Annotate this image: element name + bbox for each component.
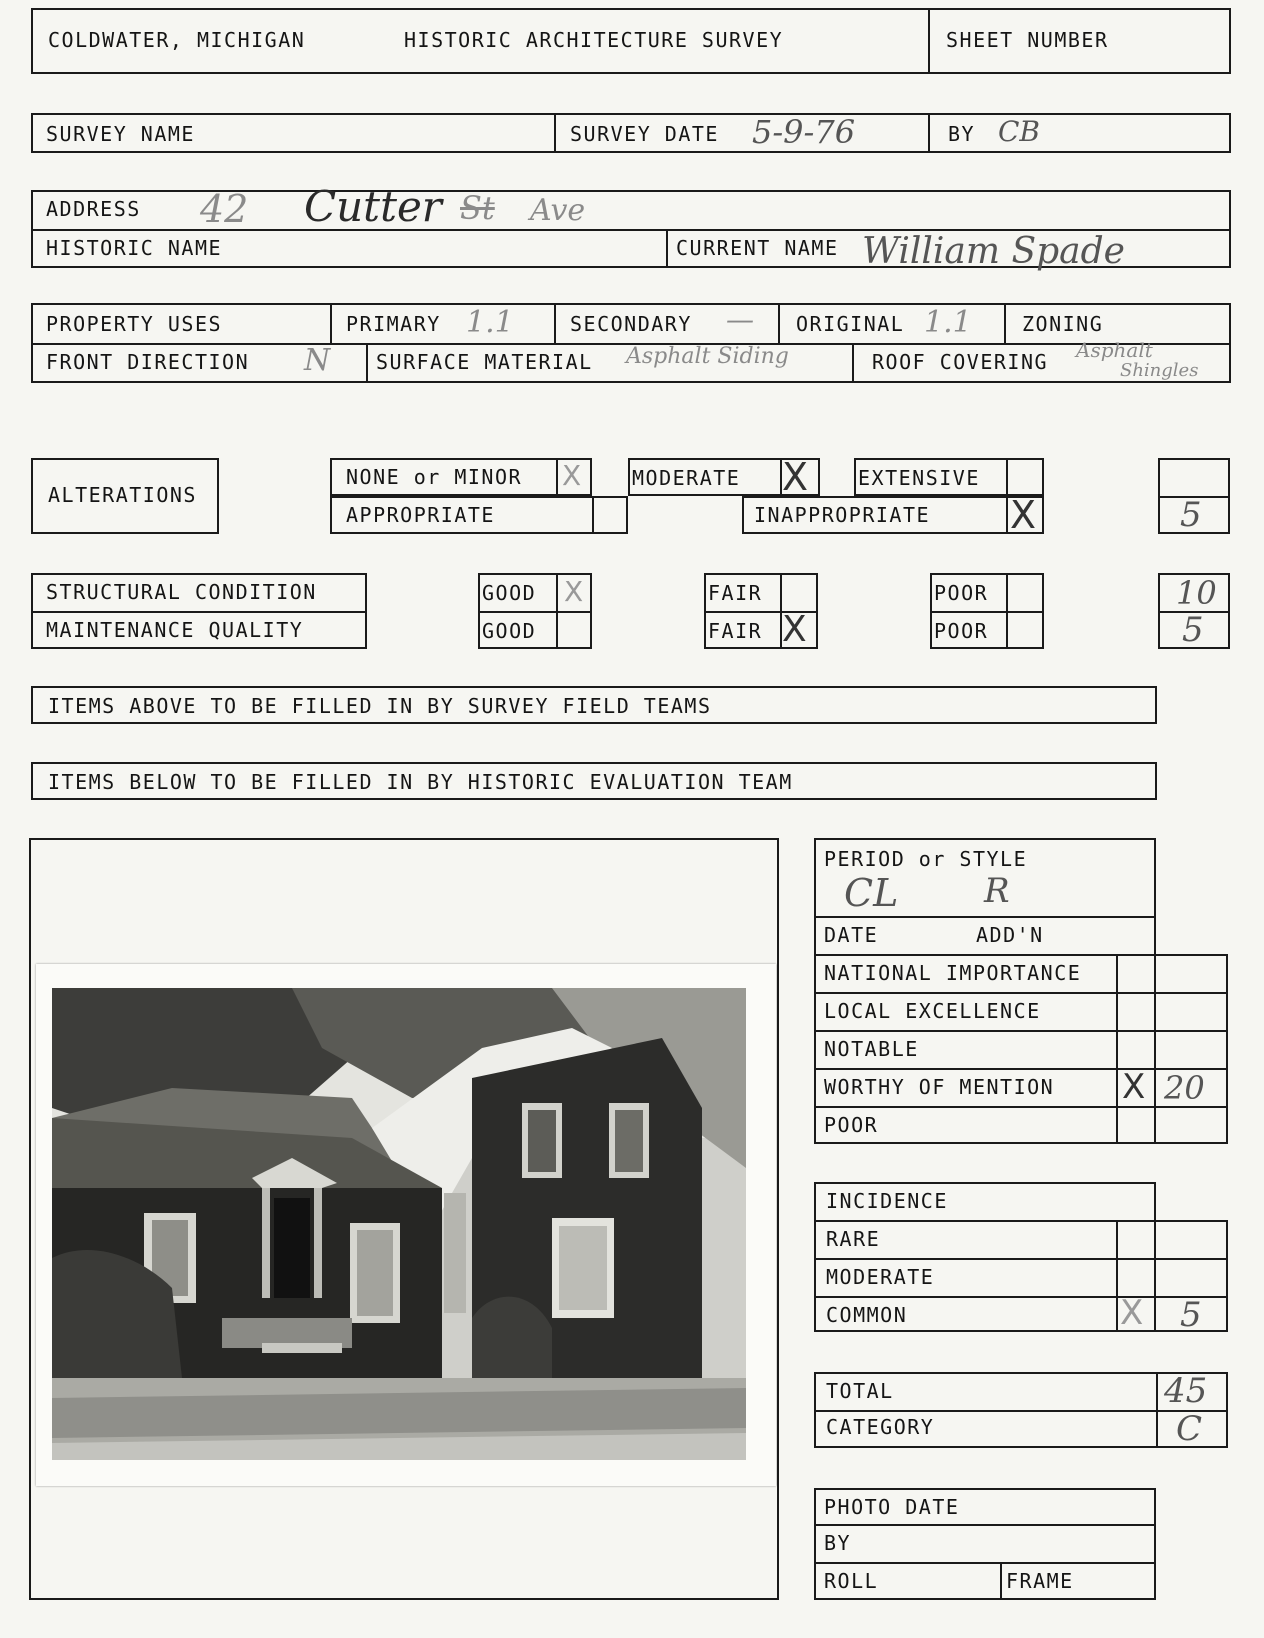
- secondary-label: SECONDARY: [570, 312, 692, 336]
- survey-by-label: BY: [948, 122, 976, 146]
- maintenance-poor-label: POOR: [934, 619, 989, 643]
- primary-value: 1.1: [466, 305, 514, 340]
- category-label: CATEGORY: [826, 1415, 935, 1439]
- period-value-1: CL: [844, 871, 899, 915]
- property-uses-label: PROPERTY USES: [46, 312, 223, 336]
- original-label: ORIGINAL: [796, 312, 905, 336]
- current-name-value: William Spade: [862, 231, 1125, 272]
- alterations-score: 5: [1180, 495, 1202, 535]
- structural-good-check: X: [564, 575, 584, 608]
- photo-date-label: PHOTO DATE: [824, 1495, 960, 1519]
- roof-covering-value-1: Asphalt: [1076, 338, 1153, 362]
- address-struck: St: [460, 189, 495, 227]
- inappropriate-check: X: [1010, 493, 1037, 537]
- form-title: HISTORIC ARCHITECTURE SURVEY: [404, 28, 784, 52]
- primary-label: PRIMARY: [346, 312, 441, 336]
- common-score: 5: [1180, 1295, 1202, 1335]
- common-check: X: [1120, 1293, 1144, 1333]
- total-label: TOTAL: [826, 1379, 894, 1403]
- sheet-number-label: SHEET NUMBER: [946, 28, 1109, 52]
- front-direction-label: FRONT DIRECTION: [46, 350, 250, 374]
- house-photograph: [52, 988, 746, 1460]
- moderate-label: MODERATE: [632, 466, 741, 490]
- evaluation-poor-label: POOR: [824, 1113, 879, 1137]
- address-suffix: Ave: [530, 193, 586, 228]
- alterations-label: ALTERATIONS: [48, 483, 197, 507]
- category-value: C: [1176, 1409, 1203, 1449]
- rare-label: RARE: [826, 1227, 881, 1251]
- address-street: Cutter: [304, 182, 442, 231]
- maintenance-score: 5: [1182, 610, 1204, 650]
- structural-score: 10: [1176, 574, 1217, 612]
- total-value: 45: [1164, 1371, 1208, 1411]
- notable-label: NOTABLE: [824, 1037, 919, 1061]
- survey-by-value: CB: [998, 115, 1040, 148]
- city-label: COLDWATER, MICHIGAN: [48, 28, 306, 52]
- roof-covering-value-2: Shingles: [1120, 360, 1199, 381]
- structural-fair-label: FAIR: [708, 581, 763, 605]
- none-minor-check: X: [562, 459, 582, 492]
- date-label: DATE: [824, 923, 879, 947]
- incidence-label: INCIDENCE: [826, 1189, 948, 1213]
- local-excellence-label: LOCAL EXCELLENCE: [824, 999, 1041, 1023]
- addn-label: ADD'N: [976, 923, 1044, 947]
- surface-material-value: Asphalt Siding: [626, 344, 789, 369]
- appropriate-label: APPROPRIATE: [346, 503, 495, 527]
- items-below-text: ITEMS BELOW TO BE FILLED IN BY HISTORIC EVALUATION TEAM: [48, 770, 793, 794]
- frame-label: FRAME: [1006, 1569, 1074, 1593]
- current-name-label: CURRENT NAME: [676, 236, 839, 260]
- structural-good-label: GOOD: [482, 581, 537, 605]
- secondary-value: —: [726, 303, 754, 336]
- original-value: 1.1: [924, 305, 972, 340]
- maintenance-fair-label: FAIR: [708, 619, 763, 643]
- maintenance-good-label: GOOD: [482, 619, 537, 643]
- roof-covering-label: ROOF COVERING: [872, 350, 1049, 374]
- period-value-2: R: [984, 871, 1010, 911]
- incidence-moderate-label: MODERATE: [826, 1265, 935, 1289]
- moderate-check: X: [782, 455, 809, 499]
- photo-by-label: BY: [824, 1531, 852, 1555]
- inappropriate-label: INAPPROPRIATE: [754, 503, 931, 527]
- worthy-score: 20: [1164, 1069, 1205, 1107]
- front-direction-value: N: [304, 343, 331, 378]
- survey-name-label: SURVEY NAME: [46, 122, 195, 146]
- maintenance-fair-check: X: [782, 609, 807, 650]
- worthy-of-mention-label: WORTHY OF MENTION: [824, 1075, 1055, 1099]
- extensive-label: EXTENSIVE: [858, 466, 980, 490]
- maintenance-quality-label: MAINTENANCE QUALITY: [46, 618, 304, 642]
- worthy-check: X: [1122, 1067, 1146, 1107]
- address-number: 42: [200, 187, 249, 231]
- roll-label: ROLL: [824, 1569, 879, 1593]
- national-importance-label: NATIONAL IMPORTANCE: [824, 961, 1082, 985]
- common-label: COMMON: [826, 1303, 908, 1327]
- items-above-text: ITEMS ABOVE TO BE FILLED IN BY SURVEY FIELD TEAMS: [48, 694, 712, 718]
- structural-poor-label: POOR: [934, 581, 989, 605]
- period-style-label: PERIOD or STYLE: [824, 847, 1028, 871]
- zoning-label: ZONING: [1022, 312, 1104, 336]
- none-minor-label: NONE or MINOR: [346, 465, 523, 489]
- survey-date-value: 5-9-76: [752, 113, 856, 151]
- survey-date-label: SURVEY DATE: [570, 122, 719, 146]
- historic-name-label: HISTORIC NAME: [46, 236, 223, 260]
- surface-material-label: SURFACE MATERIAL: [376, 350, 593, 374]
- structural-condition-label: STRUCTURAL CONDITION: [46, 580, 317, 604]
- address-label: ADDRESS: [46, 197, 141, 221]
